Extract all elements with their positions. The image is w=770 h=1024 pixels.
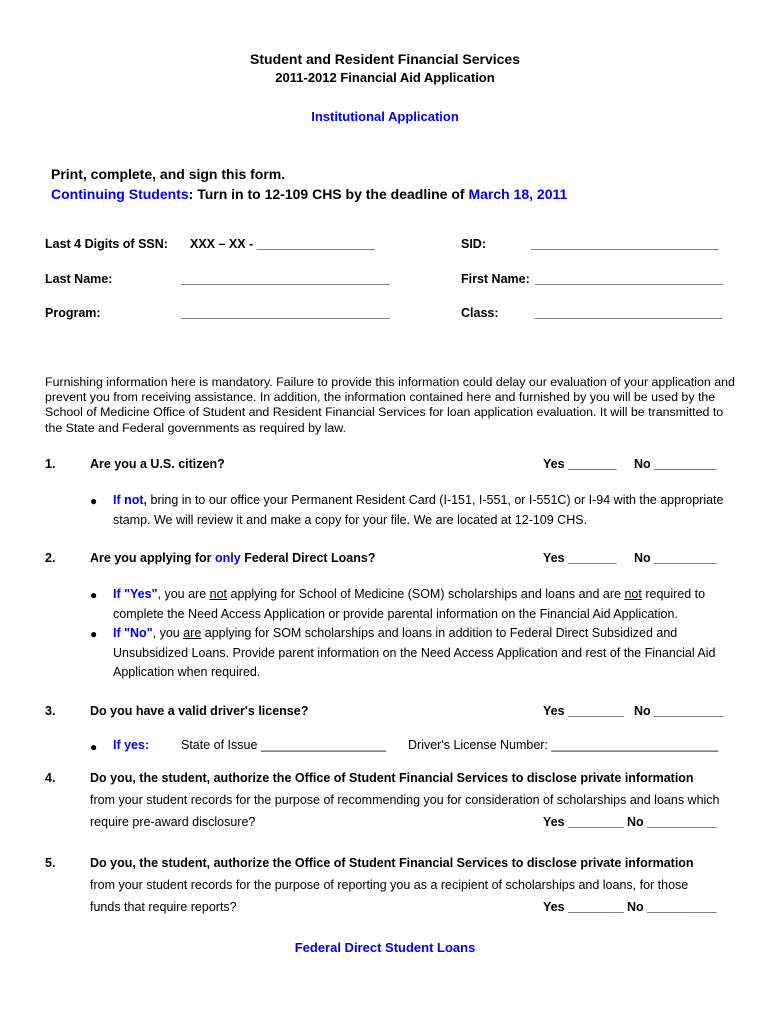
q2-text-b: Federal Direct Loans? bbox=[240, 551, 376, 565]
q2-text-only: only bbox=[215, 551, 241, 565]
q2-b2-b: applying for SOM scholarships and loans in addition to Federal Direct Subsidized and Unsubsidized Loans. Provide parent information on the Need Access Application and rest of the Financial Aid Application when required. bbox=[113, 626, 716, 679]
bullet-icon: ● bbox=[90, 740, 98, 754]
ssn-label: Last 4 Digits of SSN: bbox=[45, 237, 168, 251]
q3-no[interactable]: No __________ bbox=[634, 704, 724, 718]
q2-text bbox=[90, 551, 375, 565]
bullet-icon: ● bbox=[90, 588, 98, 602]
q1-bullet bbox=[113, 491, 743, 530]
q2-bullet-yes bbox=[113, 585, 743, 624]
q2-no[interactable]: No _________ bbox=[634, 551, 717, 565]
q3-state-field[interactable]: State of Issue __________________ bbox=[181, 738, 387, 752]
q2-number: 2. bbox=[45, 551, 56, 565]
q2-b1-not2: not bbox=[624, 587, 642, 601]
q2-b1-a: , you are bbox=[157, 587, 210, 601]
q2-b2-a: , you bbox=[152, 626, 184, 640]
form-subtitle: Institutional Application bbox=[311, 109, 459, 124]
q4-yes[interactable]: Yes ________ bbox=[543, 815, 624, 829]
q2-text-a: Are you applying for bbox=[90, 551, 216, 565]
class-label: Class: bbox=[461, 306, 499, 320]
mandatory-notice: Furnishing information here is mandatory. Failure to provide this information could delay our evaluation of your application and prevent you from receiving assistance. In addition, the information contained here and furnished by you will be used by the School of Medicine Office of Student and Resident Financial Services for loan application evaluation. It will be transmitted to the State and Federal governments as required by law. bbox=[45, 375, 735, 435]
first-name-field[interactable]: ___________________________ bbox=[535, 272, 723, 286]
q1-bullet-lead: If not, bbox=[113, 493, 148, 507]
sid-field[interactable]: ___________________________ bbox=[531, 237, 719, 251]
q5-text: Do you, the student, authorize the Office of Student Financial Services to disclose private information bbox=[90, 856, 694, 870]
q3-text: Do you have a valid driver's license? bbox=[90, 704, 309, 718]
bullet-icon: ● bbox=[90, 494, 98, 508]
q5-yes[interactable]: Yes ________ bbox=[543, 900, 624, 914]
q1-text: Are you a U.S. citizen? bbox=[90, 457, 225, 471]
deadline-date: March 18, 2011 bbox=[468, 186, 568, 202]
q3-yes[interactable]: Yes ________ bbox=[543, 704, 624, 718]
class-field[interactable]: ___________________________ bbox=[535, 306, 723, 320]
q2-b1-lead: If "Yes" bbox=[113, 587, 158, 601]
ssn-field[interactable]: XXX – XX - _________________ bbox=[190, 237, 375, 251]
q2-b1-c: required to complete the Need Access Application or provide parental information on the Financial Aid Application. bbox=[113, 587, 706, 621]
form-office-title: Student and Resident Financial Services bbox=[250, 51, 520, 67]
q4-number: 4. bbox=[45, 771, 56, 785]
continuing-students-label: Continuing Students bbox=[51, 186, 189, 202]
form-year-title: 2011-2012 Financial Aid Application bbox=[275, 70, 495, 85]
program-field[interactable]: ______________________________ bbox=[181, 306, 390, 320]
print-instruction: Print, complete, and sign this form. bbox=[51, 166, 286, 182]
bullet-icon: ● bbox=[90, 627, 98, 641]
q4-text-line3: require pre-award disclosure? bbox=[90, 815, 256, 829]
turn-in-text: : Turn in to 12-109 CHS by the deadline of bbox=[188, 186, 469, 202]
q2-b2-are: are bbox=[183, 626, 202, 640]
q4-text: Do you, the student, authorize the Office of Student Financial Services to disclose private information bbox=[90, 771, 694, 785]
q4-text-line2: from your student records for the purpose of recommending you for consideration of scholarships and loans which bbox=[90, 793, 720, 807]
last-name-field[interactable]: ______________________________ bbox=[181, 272, 390, 286]
q5-text-line2: from your student records for the purpose of reporting you as a recipient of scholarships and loans, for those bbox=[90, 878, 689, 892]
q2-b1-not1: not bbox=[209, 587, 228, 601]
q1-number: 1. bbox=[45, 457, 56, 471]
first-name-label: First Name: bbox=[461, 272, 530, 286]
last-name-label: Last Name: bbox=[45, 272, 113, 286]
q4-no[interactable]: No __________ bbox=[627, 815, 717, 829]
q1-yes[interactable]: Yes _______ bbox=[543, 457, 617, 471]
q1-bullet-text: bring in to our office your Permanent Resident Card (I-151, I-551, or I-551C) or I-94 with the appropriate stamp. We will review it and make a copy for your file. We are located at 12-109 CHS. bbox=[113, 493, 724, 527]
q2-b2-lead: If "No" bbox=[113, 626, 153, 640]
q2-yes[interactable]: Yes _______ bbox=[543, 551, 617, 565]
federal-loans-heading: Federal Direct Student Loans bbox=[294, 940, 476, 955]
sid-label: SID: bbox=[461, 237, 486, 251]
q3-bullet-lead: If yes: bbox=[113, 738, 150, 752]
q5-no[interactable]: No __________ bbox=[627, 900, 717, 914]
continuing-students-instruction bbox=[51, 186, 567, 202]
q5-number: 5. bbox=[45, 856, 56, 870]
q3-license-field[interactable]: Driver's License Number: ________________________ bbox=[408, 738, 719, 752]
q3-number: 3. bbox=[45, 704, 56, 718]
q1-no[interactable]: No _________ bbox=[634, 457, 717, 471]
q2-bullet-no bbox=[113, 624, 743, 683]
q2-b1-b: applying for School of Medicine (SOM) scholarships and loans and are bbox=[227, 587, 625, 601]
q5-text-line3: funds that require reports? bbox=[90, 900, 237, 914]
program-label: Program: bbox=[45, 306, 101, 320]
